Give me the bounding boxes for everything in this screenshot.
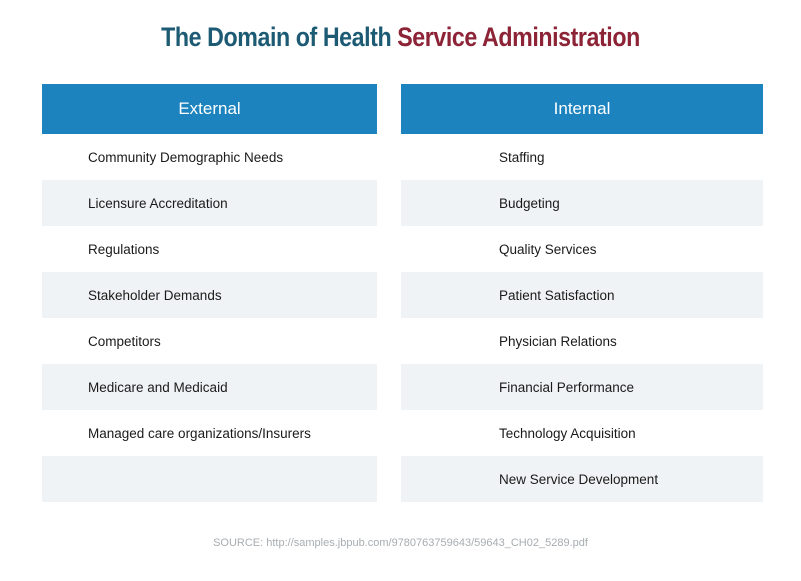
internal-item: Patient Satisfaction <box>401 272 763 318</box>
title-part-accent: Service Administration <box>397 22 640 52</box>
external-item: Regulations <box>88 241 160 257</box>
internal-item: Physician Relations <box>499 333 617 349</box>
external-item: Medicare and Medicaid <box>42 364 377 410</box>
external-column <box>42 84 377 502</box>
internal-item: Technology Acquisition <box>499 425 636 441</box>
external-item: Licensure Accreditation <box>42 180 377 226</box>
title-part-primary: The Domain of Health <box>161 22 392 52</box>
external-item: Community Demographic Needs <box>88 149 284 165</box>
external-item: Stakeholder Demands <box>42 272 377 318</box>
source-citation: SOURCE: http://samples.jbpub.com/9780763759643/59643_CH02_5289.pdf <box>213 537 588 549</box>
page-title <box>56 22 745 53</box>
internal-item: New Service Development <box>401 456 763 502</box>
internal-header: Internal <box>401 84 763 134</box>
external-item: Managed care organizations/Insurers <box>88 425 311 441</box>
external-item: Competitors <box>88 333 161 349</box>
internal-item: Quality Services <box>499 241 597 257</box>
internal-list <box>401 134 763 502</box>
external-header: External <box>42 84 377 134</box>
internal-item: Budgeting <box>401 180 763 226</box>
external-item-empty <box>42 456 377 502</box>
internal-item: Staffing <box>499 149 545 165</box>
internal-item: Financial Performance <box>401 364 763 410</box>
internal-column <box>401 84 763 502</box>
external-list <box>42 134 377 502</box>
